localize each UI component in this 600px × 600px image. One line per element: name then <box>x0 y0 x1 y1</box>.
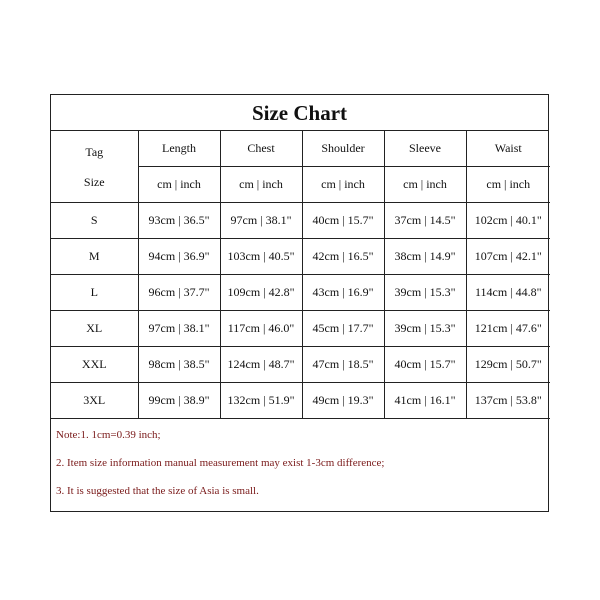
note-line: 2. Item size information manual measurement may exist 1-3cm difference; <box>56 457 385 469</box>
waist-cell: 137cm | 53.8" <box>466 383 550 419</box>
column-header-shoulder: Shoulder <box>302 131 384 167</box>
shoulder-cell: 40cm | 15.7" <box>302 203 384 239</box>
table-row <box>51 275 550 311</box>
size-cell: XXL <box>51 347 138 383</box>
size-cell: XL <box>51 311 138 347</box>
sleeve-cell: 37cm | 14.5" <box>384 203 466 239</box>
shoulder-cell: 43cm | 16.9" <box>302 275 384 311</box>
unit-label: cm | inch <box>466 167 550 203</box>
size-cell: L <box>51 275 138 311</box>
table-row <box>51 347 550 383</box>
size-cell: 3XL <box>51 383 138 419</box>
note-line: Note:1. 1cm=0.39 inch; <box>56 429 161 441</box>
chest-cell: 103cm | 40.5" <box>220 239 302 275</box>
length-cell: 96cm | 37.7" <box>138 275 220 311</box>
chest-cell: 109cm | 42.8" <box>220 275 302 311</box>
waist-cell: 107cm | 42.1" <box>466 239 550 275</box>
shoulder-cell: 45cm | 17.7" <box>302 311 384 347</box>
shoulder-cell: 42cm | 16.5" <box>302 239 384 275</box>
unit-label: cm | inch <box>220 167 302 203</box>
sleeve-cell: 39cm | 15.3" <box>384 275 466 311</box>
sleeve-cell: 40cm | 15.7" <box>384 347 466 383</box>
table-row <box>51 383 550 419</box>
size-table <box>51 131 550 419</box>
length-cell: 94cm | 36.9" <box>138 239 220 275</box>
column-header-waist: Waist <box>466 131 550 167</box>
size-label: Size <box>83 174 105 189</box>
header-row <box>51 131 550 167</box>
column-header-chest: Chest <box>220 131 302 167</box>
length-cell: 99cm | 38.9" <box>138 383 220 419</box>
waist-cell: 121cm | 47.6" <box>466 311 550 347</box>
chart-title: Size Chart <box>51 95 548 131</box>
size-cell: M <box>51 239 138 275</box>
unit-label: cm | inch <box>384 167 466 203</box>
tag-size-header <box>51 131 138 203</box>
waist-cell: 129cm | 50.7" <box>466 347 550 383</box>
chest-cell: 97cm | 38.1" <box>220 203 302 239</box>
sleeve-cell: 41cm | 16.1" <box>384 383 466 419</box>
waist-cell: 102cm | 40.1" <box>466 203 550 239</box>
waist-cell: 114cm | 44.8" <box>466 275 550 311</box>
tag-label: Tag <box>85 144 104 159</box>
chest-cell: 117cm | 46.0" <box>220 311 302 347</box>
length-cell: 98cm | 38.5" <box>138 347 220 383</box>
unit-label: cm | inch <box>302 167 384 203</box>
shoulder-cell: 49cm | 19.3" <box>302 383 384 419</box>
sleeve-cell: 39cm | 15.3" <box>384 311 466 347</box>
sleeve-cell: 38cm | 14.9" <box>384 239 466 275</box>
chest-cell: 132cm | 51.9" <box>220 383 302 419</box>
length-cell: 97cm | 38.1" <box>138 311 220 347</box>
column-header-length: Length <box>138 131 220 167</box>
size-chart <box>50 94 549 512</box>
note-line: 3. It is suggested that the size of Asia is small. <box>56 485 259 497</box>
size-cell: S <box>51 203 138 239</box>
length-cell: 93cm | 36.5" <box>138 203 220 239</box>
shoulder-cell: 47cm | 18.5" <box>302 347 384 383</box>
table-row <box>51 203 550 239</box>
column-header-sleeve: Sleeve <box>384 131 466 167</box>
unit-label: cm | inch <box>138 167 220 203</box>
chest-cell: 124cm | 48.7" <box>220 347 302 383</box>
table-row <box>51 311 550 347</box>
table-row <box>51 239 550 275</box>
